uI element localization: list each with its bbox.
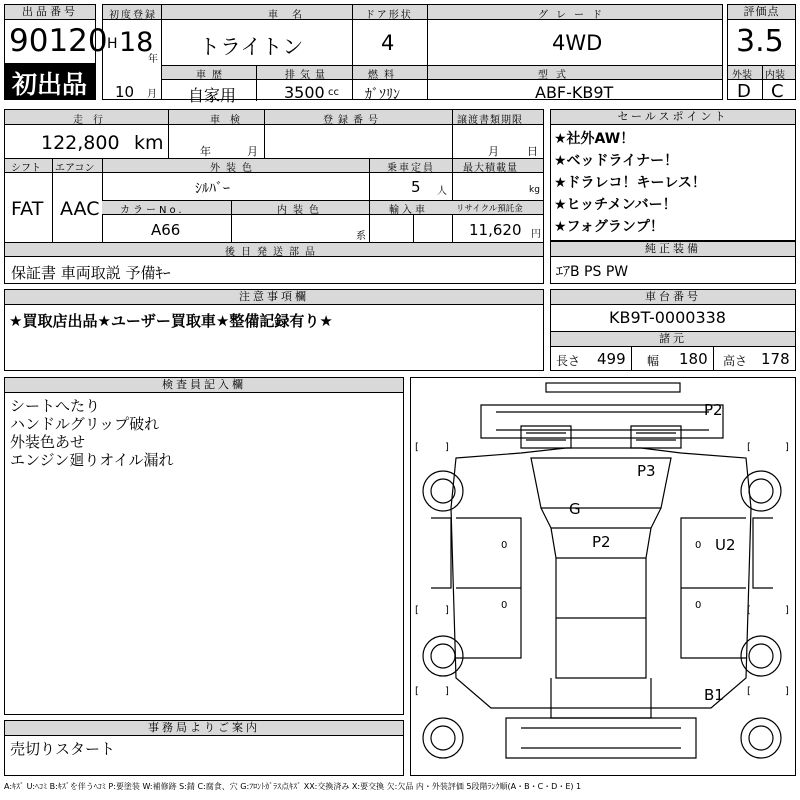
ac-value: AAC: [60, 198, 100, 220]
length-label: 長さ: [556, 354, 581, 368]
reg-month-unit: 月: [147, 89, 157, 100]
bracket-open: [: [747, 605, 751, 616]
office-box: [4, 720, 404, 776]
bracket-close: ]: [445, 605, 449, 616]
truck-outline-drawing: [411, 378, 795, 775]
damage-mark: U2: [715, 536, 736, 554]
width-label: 幅: [647, 354, 660, 368]
later-value: 保証書 車両取説 予備ｷｰ: [11, 264, 171, 282]
inspector-line: シートへたり: [10, 397, 101, 415]
details-box: [4, 109, 544, 284]
reg-year-unit: 年: [148, 54, 158, 65]
ext-color-label: 外装色: [210, 163, 258, 174]
bracket-close: ]: [445, 442, 449, 453]
reg-year: 18: [119, 27, 154, 58]
transfer-month-unit: 月: [488, 145, 499, 158]
shift-value: FAT: [11, 198, 44, 220]
reg-label: 初度登録: [109, 10, 157, 21]
lot-label: 出品番号: [5, 5, 95, 20]
lot-number: 90120: [9, 23, 108, 59]
plate-label: 登録番号: [323, 115, 383, 126]
bracket-open: [: [415, 686, 419, 697]
inspector-line: ハンドルグリップ破れ: [10, 415, 160, 433]
grade-label: グレード: [538, 10, 610, 21]
bracket-zero: 0: [501, 600, 508, 611]
vehicle-diagram: [410, 377, 796, 776]
dims-label: 諸元: [551, 331, 795, 347]
inspection-label: 車検: [210, 115, 250, 126]
capacity-unit: 人: [437, 186, 447, 197]
notes-value: ★買取店出品★ユーザー買取車★整備記録有り★: [9, 312, 333, 330]
bracket-zero: 0: [695, 540, 702, 551]
capacity-label: 乗車定員: [387, 163, 435, 174]
inspector-line: 外装色あせ: [10, 433, 86, 451]
displacement-label: 排気量: [285, 70, 330, 81]
chassis-value: KB9T-0000338: [609, 308, 726, 327]
equipment-value: ｴｱB PS PW: [556, 264, 629, 280]
damage-mark: P2: [704, 401, 723, 419]
lot-box: [4, 4, 108, 100]
mileage-unit: km: [134, 132, 164, 154]
equipment-label: 純正装備: [551, 242, 795, 257]
legend-text: A:ｷｽﾞ U:ﾍｺﾐ B:ｷｽﾞを伴うﾍｺﾐ P:要塗装 W:補修跡 S:錆 C:腐食、穴 G:ﾌﾛﾝﾄｶﾞﾗｽ点ｷｽﾞ XX:交換済み X:要交換 欠:欠品 内・外装評価 5段階ﾗﾝｸ順(A・B・C・D・E) 1: [4, 782, 582, 791]
grade-value: 4WD: [552, 31, 603, 55]
sales-point-item: ★ヒッチメンバー！: [554, 197, 677, 213]
chassis-box: [550, 289, 796, 371]
load-unit: kg: [529, 185, 540, 195]
reg-era: H: [107, 36, 118, 52]
fuel-label: 燃料: [368, 70, 400, 81]
bracket-open: [: [747, 686, 751, 697]
chassis-label: 車台番号: [551, 290, 795, 305]
bracket-close: ]: [445, 686, 449, 697]
height-label: 高さ: [723, 354, 748, 368]
interior-label: 内装: [765, 70, 785, 81]
interior-value: C: [771, 81, 784, 102]
recycle-label: リサイクル預託金: [456, 204, 523, 214]
sales-points-label: セールスポイント: [551, 110, 795, 125]
load-label: 最大積載量: [463, 163, 518, 174]
mileage-label: 走行: [73, 115, 113, 126]
score-value: 3.5: [736, 24, 784, 59]
displacement-value: 3500: [284, 83, 325, 102]
office-value: 売切りスタート: [10, 740, 116, 758]
ext-color-value: ｼﾙﾊﾞｰ: [195, 181, 230, 197]
width-value: 180: [679, 350, 708, 368]
exterior-label: 外装: [732, 70, 752, 81]
notes-box: [4, 289, 544, 371]
fuel-value: ｶﾞｿﾘﾝ: [365, 87, 400, 103]
first-listing-badge: 初出品: [5, 63, 95, 99]
bracket-open: [: [415, 442, 419, 453]
recycle-value: 11,620: [469, 221, 522, 239]
damage-mark: P3: [637, 462, 656, 480]
mileage-value: 122,800: [41, 132, 120, 154]
bracket-open: [: [415, 605, 419, 616]
color-no-label: カラーNo.: [120, 205, 185, 216]
shift-label: シフト: [11, 163, 41, 174]
notes-label: 注意事項欄: [5, 290, 543, 305]
history-label: 車歴: [196, 70, 228, 81]
sales-point-item: ★ベッドライナー！: [554, 153, 679, 169]
int-color-unit: 系: [356, 231, 366, 242]
displacement-unit: cc: [328, 87, 339, 98]
inspection-year-unit: 年: [200, 145, 211, 158]
model-value: ABF-KB9T: [535, 83, 614, 102]
bracket-zero: 0: [695, 600, 702, 611]
inspection-month-unit: 月: [247, 145, 258, 158]
recycle-unit: 円: [531, 229, 541, 240]
later-label: 後日発送部品: [225, 247, 321, 258]
inspector-line: エンジン廻りオイル漏れ: [10, 451, 174, 469]
transfer-day-unit: 日: [527, 145, 538, 158]
inspector-label: 検査員記入欄: [5, 378, 403, 393]
damage-mark: G: [569, 500, 581, 518]
score-label: 評価点: [728, 5, 795, 20]
length-value: 499: [597, 350, 626, 368]
history-value: 自家用: [188, 86, 237, 105]
sales-points-box: [550, 109, 796, 241]
score-box: [727, 4, 796, 100]
car-name: トライトン: [199, 35, 304, 59]
height-value: 178: [761, 350, 790, 368]
capacity-value: 5: [411, 178, 421, 196]
name-label: 車名: [268, 10, 316, 21]
door-value: 4: [381, 31, 395, 55]
sales-point-item: ★フォグランプ！: [554, 219, 664, 235]
reg-month: 10: [115, 83, 135, 101]
bracket-close: ]: [785, 442, 789, 453]
office-label: 事務局よりご案内: [5, 721, 403, 736]
inspector-box: [4, 377, 404, 715]
bracket-close: ]: [785, 605, 789, 616]
exterior-value: D: [737, 81, 751, 102]
color-no-value: A66: [151, 221, 181, 239]
ac-label: エアコン: [55, 163, 95, 174]
sales-point-item: ★ドラレコ！キーレス！: [554, 175, 706, 191]
damage-mark: B1: [704, 686, 724, 704]
damage-mark: P2: [592, 533, 611, 551]
door-label: ドア形状: [365, 10, 413, 21]
vehicle-header-box: [102, 4, 723, 105]
transfer-label: 譲渡書類期限: [457, 115, 523, 126]
bracket-open: [: [747, 442, 751, 453]
bracket-zero: 0: [501, 540, 508, 551]
import-label: 輸入車: [389, 205, 428, 216]
int-color-label: 内装色: [277, 205, 325, 216]
model-label: 型式: [538, 70, 574, 81]
bracket-close: ]: [785, 686, 789, 697]
equipment-box: [550, 241, 796, 284]
sales-point-item: ★社外AW！: [554, 131, 635, 147]
